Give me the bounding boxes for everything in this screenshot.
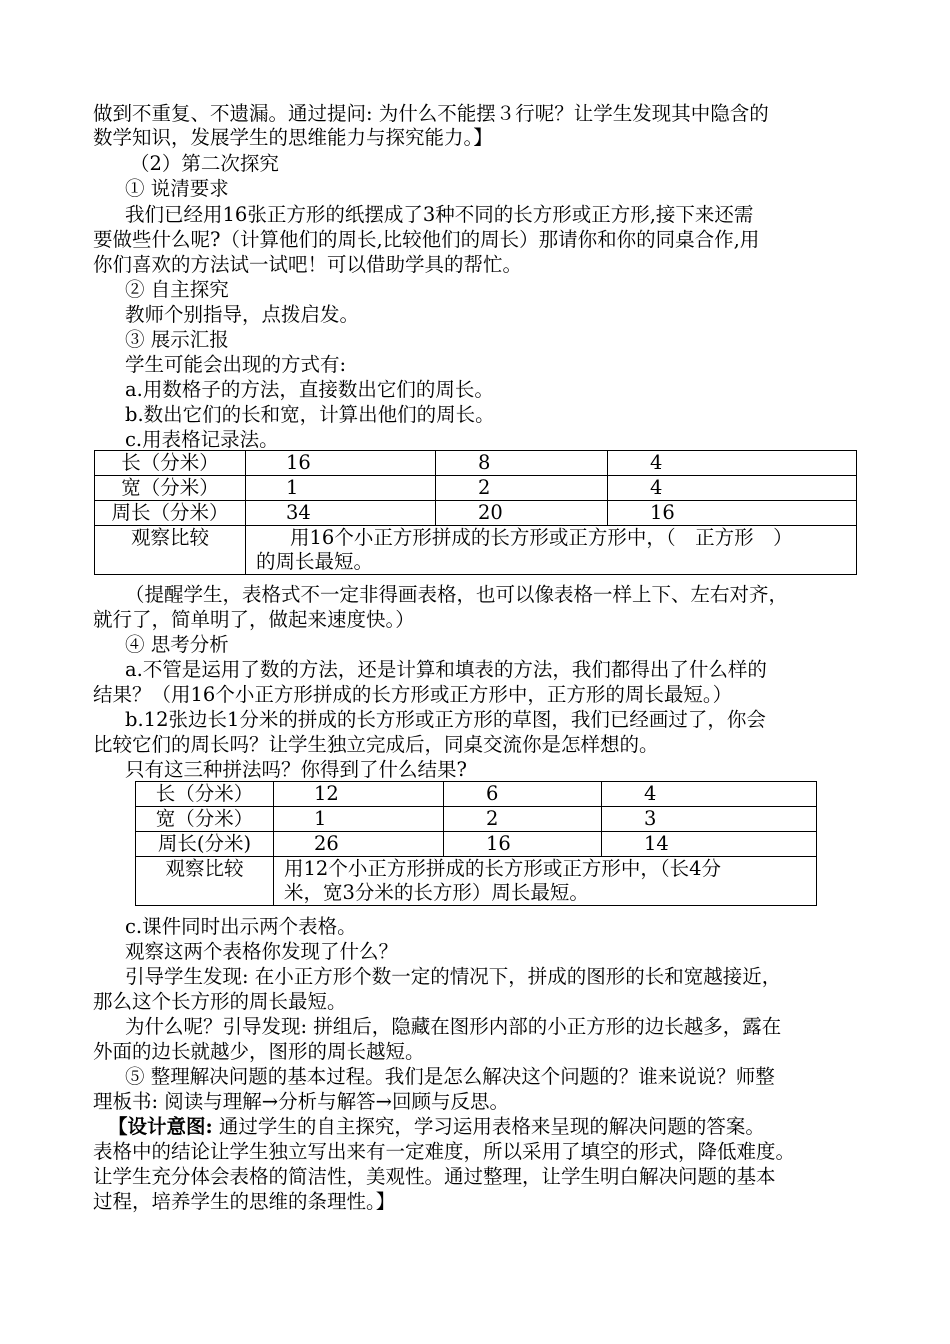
paragraph-line: 数学知识，发展学生的思维能力与探究能力。】: [93, 126, 493, 149]
row-label: 周长（分米）: [95, 501, 246, 526]
design-intent-text: 通过学生的自主探究，学习运用表格来呈现的解决问题的答案。: [212, 1115, 765, 1138]
design-intent-label: 【设计意图:: [108, 1115, 213, 1138]
paragraph-line: 表格中的结论让学生独立写出来有一定难度，所以采用了填空的形式，降低难度。: [93, 1140, 796, 1163]
paragraph-line: a.不管是运用了数的方法，还是计算和填表的方法，我们都得出了什么样的: [125, 658, 767, 681]
observe-text: 米，宽3分米的长方形）周长最短。: [284, 881, 589, 904]
table-cell: 8: [436, 451, 608, 476]
table-row: [95, 526, 857, 575]
table-cell: 2: [436, 476, 608, 501]
paragraph-line: 外面的边长就越少，图形的周长越短。: [93, 1040, 425, 1063]
table-cell: 34: [246, 501, 436, 526]
table-cell: 4: [608, 451, 857, 476]
observe-cell: [274, 857, 817, 906]
step-heading: ② 自主探究: [125, 278, 229, 301]
paragraph-line: 为什么呢？引导发现: 拼组后，隐藏在图形内部的小正方形的边长越多，露在: [125, 1015, 782, 1038]
paragraph-line: 引导学生发现: 在小正方形个数一定的情况下，拼成的图形的长和宽越接近，: [125, 965, 782, 988]
table-row: [136, 782, 817, 807]
paragraph-line: c.用表格记录法。: [125, 428, 279, 451]
paragraph-line: 只有这三种拼法吗？你得到了什么结果?: [125, 758, 467, 781]
row-label: 周长(分米): [136, 832, 274, 857]
table-cell: 6: [444, 782, 602, 807]
table-row: [136, 807, 817, 832]
design-intent-line: [108, 1115, 765, 1139]
table-row: [95, 451, 857, 476]
paragraph-line: 要做些什么呢?（计算他们的周长,比较他们的周长）那请你和你的同桌合作,用: [93, 228, 760, 251]
perimeter-table-16: [94, 450, 857, 575]
table-row: [95, 501, 857, 526]
table-cell: 4: [602, 782, 817, 807]
paragraph-line: （提醒学生，表格式不一定非得画表格，也可以像表格一样上下、左右对齐，: [125, 583, 789, 606]
table-cell: 1: [246, 476, 436, 501]
table-cell: 3: [602, 807, 817, 832]
step-heading: ④ 思考分析: [125, 633, 229, 656]
observe-label: 观察比较: [95, 526, 246, 575]
table-cell: 1: [274, 807, 444, 832]
row-label: 长（分米）: [95, 451, 246, 476]
paragraph-line: 过程，培养学生的思维的条理性。】: [93, 1190, 396, 1213]
paragraph-line: c.课件同时出示两个表格。: [125, 915, 357, 938]
table-cell: 12: [274, 782, 444, 807]
paragraph-line: 学生可能会出现的方式有:: [125, 353, 347, 376]
table-cell: 14: [602, 832, 817, 857]
paragraph-line: 做到不重复、不遗漏。通过提问: 为什么不能摆３行呢？让学生发现其中隐含的: [93, 102, 769, 125]
paragraph-line: a.用数格子的方法，直接数出它们的周长。: [125, 378, 494, 401]
row-label: 宽（分米）: [95, 476, 246, 501]
table-row: [136, 832, 817, 857]
table-cell: 16: [444, 832, 602, 857]
step-heading: ③ 展示汇报: [125, 328, 229, 351]
step-heading: ① 说清要求: [125, 177, 229, 200]
paragraph-line: 教师个别指导，点拨启发。: [125, 303, 360, 326]
table-cell: 16: [608, 501, 857, 526]
paragraph-line: 观察这两个表格你发现了什么？: [125, 940, 399, 963]
step-heading: ⑤ 整理解决问题的基本过程。我们是怎么解决这个问题的？谁来说说？师整: [125, 1065, 775, 1088]
paragraph-line: 你们喜欢的方法试一试吧！可以借助学具的帮忙。: [93, 253, 523, 276]
table-row: [95, 476, 857, 501]
table-cell: 16: [246, 451, 436, 476]
observe-text: 的周长最短。: [256, 550, 374, 573]
paragraph-line: b.12张边长1分米的拼成的长方形或正方形的草图，我们已经画过了，你会: [125, 708, 766, 731]
section-heading: （2）第二次探究: [130, 152, 279, 175]
table-cell: 4: [608, 476, 857, 501]
row-label: 宽（分米）: [136, 807, 274, 832]
paragraph-line: 让学生充分体会表格的简洁性，美观性。通过整理，让学生明白解决问题的基本: [93, 1165, 776, 1188]
paragraph-line: 比较它们的周长吗？让学生独立完成后，同桌交流你是怎样想的。: [93, 733, 659, 756]
observe-cell: [246, 526, 857, 575]
table-cell: 2: [444, 807, 602, 832]
paragraph-line: b.数出它们的长和宽，计算出他们的周长。: [125, 403, 495, 426]
table-cell: 26: [274, 832, 444, 857]
paragraph-line: 就行了，简单明了，做起来速度快。）: [93, 608, 415, 631]
paragraph-line: 那么这个长方形的周长最短。: [93, 990, 347, 1013]
observe-label: 观察比较: [136, 857, 274, 906]
observe-text: 用16个小正方形拼成的长方形或正方形中，（ 正方形 ）: [290, 526, 793, 549]
table-row: [136, 857, 817, 906]
observe-text: 用12个小正方形拼成的长方形或正方形中，（长4分: [284, 857, 721, 880]
paragraph-line: 结果？（用16个小正方形拼成的长方形或正方形中，正方形的周长最短。）: [93, 683, 733, 706]
perimeter-table-12: [135, 781, 817, 906]
table-cell: 20: [436, 501, 608, 526]
paragraph-line: 理板书: 阅读与理解→分析与解答→回顾与反思。: [93, 1090, 509, 1113]
row-label: 长（分米）: [136, 782, 274, 807]
paragraph-line: 我们已经用16张正方形的纸摆成了3种不同的长方形或正方形,接下来还需: [125, 203, 754, 226]
